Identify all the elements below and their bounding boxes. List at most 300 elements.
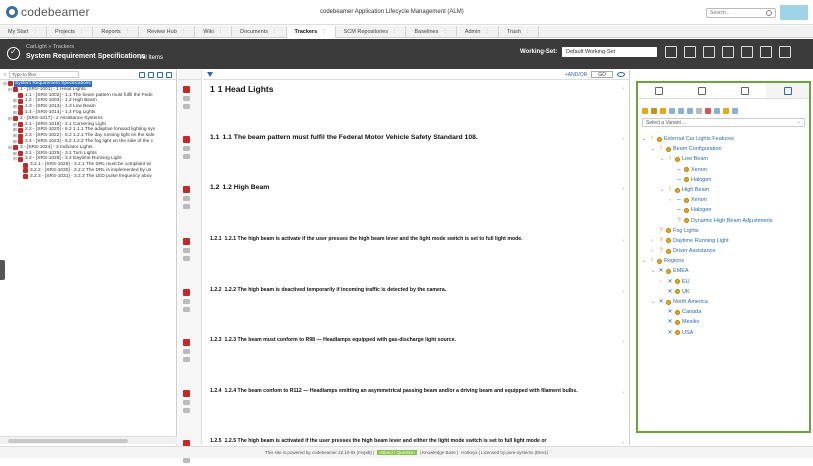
feature-status-icon xyxy=(675,279,680,284)
requirement-number: 1.2 xyxy=(210,184,220,191)
tree-node-label[interactable]: 2 - [SRS-1017] - 2 Assistance Systems xyxy=(20,115,103,121)
tracker-check-icon xyxy=(7,47,20,60)
feature-status-icon xyxy=(666,238,671,243)
tab-properties[interactable] xyxy=(681,83,724,98)
variant-node[interactable] xyxy=(642,165,805,175)
variant-node[interactable] xyxy=(642,205,805,215)
filter-bar xyxy=(203,70,629,80)
nav-admin[interactable] xyxy=(457,26,499,38)
feature-status-icon xyxy=(675,320,680,325)
variant-label[interactable]: North America xyxy=(673,299,708,305)
search-placeholder: Search... xyxy=(710,10,731,16)
nav-label: Documents xyxy=(240,29,268,35)
comment-icon[interactable] xyxy=(183,96,190,101)
variant-node[interactable] xyxy=(642,216,805,226)
variant-relation-icon: ? xyxy=(677,217,681,224)
requirement-text: 1.1 The beam pattern must fulfil the Federal Motor Vehicle Safety Standard 108. xyxy=(222,134,478,141)
requirement-badge-icon[interactable] xyxy=(183,339,190,346)
item-actions xyxy=(183,136,195,162)
footer-powered-by: This site is powered by codebeamer 22.10-lts (mvpdt) | xyxy=(264,450,375,455)
requirement-type-icon xyxy=(18,99,23,104)
nav-menu-icon[interactable]: ⋮ xyxy=(180,29,187,35)
variant-label[interactable]: EU xyxy=(682,278,690,285)
nav-menu-icon[interactable]: ⋮ xyxy=(32,29,38,35)
tree-expand-icon[interactable]: ⊞ xyxy=(13,150,17,156)
attachment-icon[interactable] xyxy=(183,204,190,209)
variant-relation-icon: ✕ xyxy=(667,278,673,285)
nav-trash[interactable] xyxy=(499,26,539,38)
feature-status-icon xyxy=(675,330,680,335)
variant-expand-icon[interactable]: ⌄ xyxy=(651,146,656,153)
attachment-icon[interactable] xyxy=(183,458,190,463)
variant-expand-icon[interactable]: › xyxy=(669,197,671,204)
nav-trackers[interactable] xyxy=(287,26,336,38)
variant-node[interactable] xyxy=(642,297,805,307)
variant-label[interactable]: UK xyxy=(682,288,690,295)
tree-expand-icon[interactable]: ⊟ xyxy=(8,86,12,92)
scroll-thumb[interactable] xyxy=(8,439,128,443)
search-icon[interactable] xyxy=(766,10,772,16)
nav-label: Trash xyxy=(506,29,521,35)
tree-expand-icon[interactable]: ⊟ xyxy=(8,115,12,121)
item-expand-icon[interactable]: › xyxy=(622,186,624,192)
requirement-text: 1.2.5 The high beam is activated if the user presses the high beam lever and either the light mode switch is set to full light mode or xyxy=(224,438,547,444)
app-title: codebeamer Application Lifecycle Management (ALM) xyxy=(320,9,464,15)
variant-relation-icon: ! xyxy=(660,146,662,153)
variant-label[interactable]: Canada xyxy=(682,309,702,316)
requirement-type-icon xyxy=(23,163,28,168)
feature-status-icon xyxy=(657,259,662,264)
feature-status-icon xyxy=(675,157,680,162)
variant-label[interactable]: High Beam xyxy=(682,186,710,193)
nav-menu-icon[interactable]: ⋮ xyxy=(484,29,490,35)
variant-relation-icon: ! xyxy=(651,136,653,142)
document-icon xyxy=(698,87,706,95)
requirement-text: 1.2.3 The beam must conform to R98 — Headlamps equipped with gas-discharge light source. xyxy=(224,337,457,343)
variant-label[interactable]: Driver Assistance xyxy=(673,248,716,255)
requirement-tree xyxy=(0,80,176,181)
requirement-badge-icon[interactable] xyxy=(183,136,190,143)
variant-node[interactable] xyxy=(642,236,805,246)
tree-horizontal-scrollbar[interactable] xyxy=(0,436,177,444)
variant-node[interactable] xyxy=(642,277,805,287)
variant-node[interactable] xyxy=(642,287,805,297)
requirement-item[interactable] xyxy=(210,438,623,444)
nav-label: Projects xyxy=(54,29,75,35)
requirement-type-icon xyxy=(18,151,23,156)
feature-status-icon xyxy=(684,218,689,223)
share-icon[interactable] xyxy=(779,46,791,58)
feature-status-icon xyxy=(684,208,689,213)
variant-node[interactable] xyxy=(642,185,805,195)
filter-small-icon[interactable] xyxy=(687,108,693,114)
variant-node[interactable] xyxy=(642,195,805,205)
requirement-type-icon xyxy=(18,110,23,115)
nav-menu-icon[interactable]: ⋮ xyxy=(524,29,531,35)
requirement-text: 1 Head Lights xyxy=(217,84,274,94)
feature-status-icon xyxy=(666,269,671,274)
nav-menu-icon[interactable]: ⋮ xyxy=(442,29,448,35)
requirement-badge-icon[interactable] xyxy=(183,238,190,245)
nav-reports[interactable] xyxy=(93,26,139,38)
item-expand-icon[interactable]: › xyxy=(622,136,624,142)
variant-relation-icon: ✕ xyxy=(667,288,673,295)
variant-label[interactable]: Fog Lights xyxy=(673,227,699,234)
variant-node[interactable] xyxy=(642,134,805,144)
attachment-icon[interactable] xyxy=(183,408,190,413)
search-input[interactable] xyxy=(706,8,776,18)
tree-node-label[interactable]: 3.2.2 - [SRS-1030] - 3.2.2 The DRL is implemented by us xyxy=(30,168,152,173)
footer xyxy=(0,446,813,458)
tree-expand-icon[interactable]: ⊞ xyxy=(13,110,17,116)
feature-status-icon xyxy=(666,147,671,152)
tree-expand-icon[interactable]: ⊞ xyxy=(13,127,17,133)
tree-filter-input[interactable]: Type to filter xyxy=(9,71,79,78)
page-title: System Requirement Specifications xyxy=(26,53,146,60)
tree-expand-icon[interactable]: ⊞ xyxy=(13,98,17,104)
comment-icon[interactable] xyxy=(183,299,190,304)
requirement-item[interactable] xyxy=(210,388,623,394)
nav-label: Review Hub xyxy=(147,29,177,35)
codebeamer-logo-icon xyxy=(6,6,18,18)
table-view-icon[interactable] xyxy=(684,46,696,58)
variant-node[interactable] xyxy=(642,317,805,327)
tab-references[interactable] xyxy=(724,83,767,98)
variant-relation-icon: ✕ xyxy=(667,319,673,326)
requirement-badge-icon[interactable] xyxy=(183,86,190,93)
variant-node[interactable] xyxy=(642,154,805,164)
hierarchy-icon[interactable] xyxy=(760,46,772,58)
requirement-item[interactable] xyxy=(210,84,623,94)
requirement-item[interactable] xyxy=(210,236,623,242)
filter-icon[interactable] xyxy=(207,72,213,77)
variant-expand-icon[interactable]: › xyxy=(651,237,653,244)
requirement-text: 1.2.2 The high beam is deactived temporarily if incoming traffic is detected by the camera. xyxy=(224,287,447,293)
right-panel-tabs xyxy=(638,83,809,99)
item-expand-icon[interactable]: › xyxy=(622,86,624,92)
breadcrumb[interactable]: CarLight » Trackers xyxy=(26,44,74,50)
footer-question-link[interactable]: Intland / Question xyxy=(379,450,415,455)
requirement-type-icon xyxy=(13,87,18,92)
attachment-icon[interactable] xyxy=(183,104,190,109)
item-actions xyxy=(183,186,195,212)
item-actions xyxy=(183,238,195,264)
variant-toolbar xyxy=(638,99,809,118)
nav-projects[interactable] xyxy=(47,26,93,38)
checklist-icon xyxy=(655,87,663,95)
nav-label: Admin xyxy=(464,29,481,35)
document-view xyxy=(203,70,630,445)
variant-label[interactable]: Halogen xyxy=(691,207,712,214)
nav-menu-icon[interactable]: ⋮ xyxy=(124,29,131,35)
requirement-type-icon xyxy=(8,81,13,86)
variant-relation-icon: ⇔ xyxy=(676,197,682,204)
requirement-text: 1.2.4 The beam confom to R112 — Headlamps emitting an asymmetrical passing beam and/or a driving beam and equipped with filament bulbs. xyxy=(224,388,578,394)
variant-label[interactable]: Regions xyxy=(664,258,685,265)
feature-icon[interactable] xyxy=(642,108,648,114)
test-icon[interactable] xyxy=(741,46,753,58)
variant-node[interactable] xyxy=(642,246,805,256)
nav-documents[interactable] xyxy=(232,26,286,38)
tree-node-label[interactable]: 3.2.1 - [SRS-1029] - 3.2.1 The DRL must be compliant wi xyxy=(30,162,152,168)
requirement-number: 1.2.5 xyxy=(210,438,222,444)
nav-menu-icon[interactable]: ⋮ xyxy=(272,29,278,35)
item-expand-icon[interactable]: › xyxy=(622,289,624,295)
and-or-button[interactable]: +AND/OR xyxy=(564,71,588,78)
variant-label[interactable]: External Car Lights Features xyxy=(664,136,735,142)
variant-label[interactable]: Daytime Running Light xyxy=(673,237,729,244)
variant-relation-icon: ✕ xyxy=(667,329,673,336)
tree-node-label[interactable]: 2.4 - [SRS-1023] - 6.2 1.2.2 The fog light on the side of the c xyxy=(25,139,154,145)
requirement-type-icon xyxy=(18,93,23,98)
main-nav xyxy=(0,26,813,38)
nav-baselines[interactable] xyxy=(406,26,456,38)
tree-expand-icon[interactable]: ⊞ xyxy=(13,133,17,139)
nav-scm-repositories[interactable] xyxy=(336,26,407,38)
expand-all-icon[interactable] xyxy=(166,72,172,78)
header-toolbar xyxy=(665,46,791,58)
requirement-type-icon xyxy=(13,145,18,150)
feature-status-icon xyxy=(666,249,671,254)
variant-label[interactable]: Dynamic High Beam Adjustments xyxy=(691,217,773,224)
side-panel-handle[interactable] xyxy=(0,260,5,280)
requirement-item[interactable] xyxy=(210,134,623,141)
edit-icon[interactable] xyxy=(703,46,715,58)
requirement-type-icon xyxy=(18,139,23,144)
grid-icon xyxy=(784,87,792,95)
requirement-item[interactable] xyxy=(210,337,623,343)
nav-my-start[interactable] xyxy=(0,26,47,38)
tree-node-label[interactable]: 1.3 - [SRS-1013] - 1.3 Low Beam xyxy=(25,104,96,110)
collapse-left-icon[interactable]: ‹ xyxy=(4,71,6,78)
go-button[interactable]: GO xyxy=(591,71,613,78)
nav-wiki[interactable] xyxy=(195,26,232,38)
requirement-number: 1.2.1 xyxy=(210,236,222,242)
tracker-header xyxy=(0,39,813,69)
item-expand-icon[interactable]: › xyxy=(622,440,624,446)
tree-node-label[interactable]: 2.1 - [SRS-1018] - 2.1 Cornering Light xyxy=(25,121,106,127)
list-view-icon[interactable] xyxy=(665,46,677,58)
item-expand-icon[interactable]: › xyxy=(622,390,624,396)
variant-expand-icon[interactable]: ⌄ xyxy=(660,156,665,163)
tree-node-label[interactable]: 3.1 - [SRS-1025] - 3.1 Turn Lights xyxy=(25,150,97,156)
variant-expand-icon[interactable]: ⌄ xyxy=(651,268,656,275)
variant-relation-icon: ⇔ xyxy=(676,176,682,183)
tree-expand-icon[interactable]: ⊟ xyxy=(8,144,12,150)
requirement-number: 1.2.3 xyxy=(210,337,222,343)
feature-status-icon xyxy=(675,289,680,294)
requirement-badge-icon[interactable] xyxy=(183,390,190,397)
feature-status-icon xyxy=(684,198,689,203)
variant-expand-icon[interactable]: › xyxy=(651,248,653,255)
variant-feature-tree xyxy=(638,127,809,338)
variant-node[interactable] xyxy=(642,307,805,317)
nav-label: My Start xyxy=(8,29,29,35)
variant-node[interactable] xyxy=(642,144,805,154)
nav-menu-icon[interactable]: ⋮ xyxy=(321,29,327,35)
settings-icon[interactable] xyxy=(157,72,163,78)
requirement-badge-icon[interactable] xyxy=(183,186,190,193)
tree-node-label[interactable]: 3.2 - [SRS-1028] - 3.2 Daytime Running Light xyxy=(25,156,122,162)
requirement-type-icon xyxy=(23,174,28,179)
variant-relation-icon: ! xyxy=(669,186,671,193)
tree-node-label[interactable]: 2.3 - [SRS-1022] - 6.2 1.2.1 The day running light on the side xyxy=(25,133,155,139)
grid-small-icon[interactable] xyxy=(678,108,684,114)
requirement-number: 1.1 xyxy=(210,134,220,141)
tab-tasks[interactable] xyxy=(638,83,681,98)
tree-expand-icon[interactable]: ⊟ xyxy=(13,156,17,162)
requirement-text: 1.2.1 The high beam is activate if the user presses the high beam lever and the light mode switch is set to full light mode. xyxy=(224,236,523,242)
variant-expand-icon[interactable]: ⌄ xyxy=(642,136,647,142)
variant-relation-icon: ? xyxy=(659,237,663,244)
tree-node-label[interactable]: 1.2 - [SRS-1003] - 1.2 High Beam xyxy=(25,98,97,104)
document-view-icon[interactable] xyxy=(722,46,734,58)
nav-label: SCM Repositories xyxy=(343,29,388,35)
variant-expand-icon[interactable]: ⌄ xyxy=(660,186,665,193)
tree-node-label[interactable]: 3 - [SRS-1024] - 3 Indicator Lights xyxy=(20,144,93,150)
variant-label[interactable]: USA xyxy=(682,329,694,336)
tree-node-label[interactable]: 2.2 - [SRS-1020] - 6.2 1.1.1 The adaptive forward lighting sys xyxy=(25,127,156,133)
eye-icon[interactable] xyxy=(617,72,625,77)
feature-status-icon xyxy=(675,188,680,193)
item-actions xyxy=(183,86,195,112)
comment-icon[interactable] xyxy=(183,248,190,253)
tree-panel xyxy=(0,70,177,445)
nav-label: Reports xyxy=(101,29,121,35)
variant-node[interactable] xyxy=(642,328,805,338)
star-icon[interactable] xyxy=(723,108,729,114)
requirement-type-icon xyxy=(18,128,23,133)
variant-label[interactable]: Mexiko xyxy=(682,319,700,326)
tree-node-label[interactable]: 1.4 - [SRS-1014] - 1.4 Fog Lights xyxy=(25,110,96,116)
variant-panel xyxy=(636,81,811,433)
feature-status-icon xyxy=(666,300,671,305)
variant-expand-icon[interactable]: › xyxy=(660,278,662,285)
export-icon[interactable] xyxy=(696,108,702,114)
feature-status-icon xyxy=(666,228,671,233)
tree-expand-icon[interactable]: ⊞ xyxy=(13,139,17,145)
variant-node[interactable] xyxy=(642,226,805,236)
variant-node[interactable] xyxy=(642,175,805,185)
variant-relation-icon: ✕ xyxy=(667,309,673,316)
requirement-type-icon xyxy=(13,116,18,121)
feature-status-icon xyxy=(684,177,689,182)
tab-variants[interactable] xyxy=(766,83,809,98)
variant-node[interactable] xyxy=(642,256,805,266)
tree-toolbar xyxy=(0,70,176,80)
requirement-type-icon xyxy=(18,134,23,139)
variant-relation-icon: ? xyxy=(659,248,663,255)
attachment-icon[interactable] xyxy=(183,307,190,312)
copy-icon[interactable] xyxy=(669,108,675,114)
attachment-icon[interactable] xyxy=(183,357,190,362)
variant-relation-icon: ✕ xyxy=(658,268,664,275)
add-item-icon[interactable] xyxy=(139,72,145,78)
variant-label[interactable]: Xenon xyxy=(691,197,707,204)
list-icon xyxy=(741,87,749,95)
variant-label[interactable]: Xenon xyxy=(691,166,707,173)
nav-menu-icon[interactable]: ⋮ xyxy=(391,29,398,35)
tree-node-label[interactable]: 1 - [SRS-1001] - 1 Head Lights xyxy=(20,86,86,92)
nav-menu-icon[interactable]: ⋮ xyxy=(78,29,85,35)
item-action-gutter xyxy=(178,70,202,445)
nav-label: Wiki xyxy=(203,29,214,35)
tree-expand-icon[interactable]: ⊟ xyxy=(3,81,7,87)
tree-node-label[interactable]: System Requirement Specifications xyxy=(15,81,91,87)
top-bar xyxy=(0,0,813,25)
variant-label[interactable]: EMEA xyxy=(673,268,689,275)
feature-status-icon xyxy=(657,137,662,142)
working-set-select[interactable]: Default Working-Set xyxy=(562,47,657,57)
footer-license: Hotkeys | Licensed by pure-systems (Dev1) xyxy=(461,450,549,455)
page-subtitle: All Items xyxy=(140,55,164,61)
comment-icon[interactable] xyxy=(183,146,190,151)
comment-icon[interactable] xyxy=(183,349,190,354)
tree-expand-icon[interactable]: ⊞ xyxy=(13,121,17,127)
tree-node-label[interactable]: 1.1 - [SRS-1002] - 1.1 The beam pattern must fulfil the Fede xyxy=(25,92,153,98)
comment-icon[interactable] xyxy=(183,400,190,405)
feature-status-icon xyxy=(675,310,680,315)
requirement-type-icon xyxy=(18,157,23,162)
item-actions xyxy=(183,390,195,416)
variant-label[interactable]: Beam Configuration xyxy=(673,146,722,153)
remove-icon[interactable] xyxy=(705,108,711,114)
variant-node[interactable] xyxy=(642,266,805,276)
comment-icon[interactable] xyxy=(183,196,190,201)
import-icon[interactable] xyxy=(148,72,154,78)
item-expand-icon[interactable]: › xyxy=(622,238,624,244)
calendar-icon[interactable] xyxy=(732,108,738,114)
attachment-icon[interactable] xyxy=(183,256,190,261)
requirement-item[interactable] xyxy=(210,184,623,191)
requirement-type-icon xyxy=(18,105,23,110)
variant-relation-icon: ! xyxy=(669,156,671,163)
variant-select[interactable]: Select a Variant ... ⌄ xyxy=(642,118,805,127)
avatar[interactable] xyxy=(780,5,808,20)
variant-relation-icon: ? xyxy=(659,227,663,234)
nav-review-hub[interactable] xyxy=(139,26,195,38)
item-actions xyxy=(183,289,195,315)
variant-relation-icon: ! xyxy=(651,258,653,265)
nav-menu-icon[interactable]: ⋮ xyxy=(217,29,224,35)
logo-text: codebeamer xyxy=(21,5,90,19)
requirement-text: 1.2 High Beam xyxy=(222,184,270,191)
variant-expand-icon[interactable]: ⌄ xyxy=(642,258,647,265)
variant-relation-icon: ⇔ xyxy=(676,207,682,214)
variant-label[interactable]: Halogen xyxy=(691,176,712,183)
attachment-icon[interactable] xyxy=(183,154,190,159)
variant-label[interactable]: Low Beam xyxy=(682,156,708,163)
requirement-number: 1 xyxy=(210,84,215,94)
tree-node[interactable] xyxy=(3,174,173,180)
requirement-type-icon xyxy=(23,168,28,173)
logo[interactable] xyxy=(6,5,90,19)
variant-expand-icon[interactable]: ⌄ xyxy=(651,299,656,305)
tag-icon[interactable] xyxy=(660,108,666,114)
pencil-icon[interactable] xyxy=(651,108,657,114)
item-expand-icon[interactable]: › xyxy=(622,339,624,345)
requirement-badge-icon[interactable] xyxy=(183,289,190,296)
requirement-number: 1.2.4 xyxy=(210,388,222,394)
link-icon[interactable] xyxy=(714,108,720,114)
requirement-item[interactable] xyxy=(210,287,623,293)
nav-label: Trackers xyxy=(294,29,318,35)
footer-knowledge-base[interactable]: | Knowledge Base | xyxy=(419,450,459,455)
nav-label: Baselines xyxy=(414,29,439,35)
tree-node-label[interactable]: 3.2.3 - [SRS-1031] - 3.2.3 The LED pulse frequency abov xyxy=(30,173,152,179)
requirement-type-icon xyxy=(18,122,23,127)
tree-expand-icon[interactable]: ⊞ xyxy=(13,104,17,110)
